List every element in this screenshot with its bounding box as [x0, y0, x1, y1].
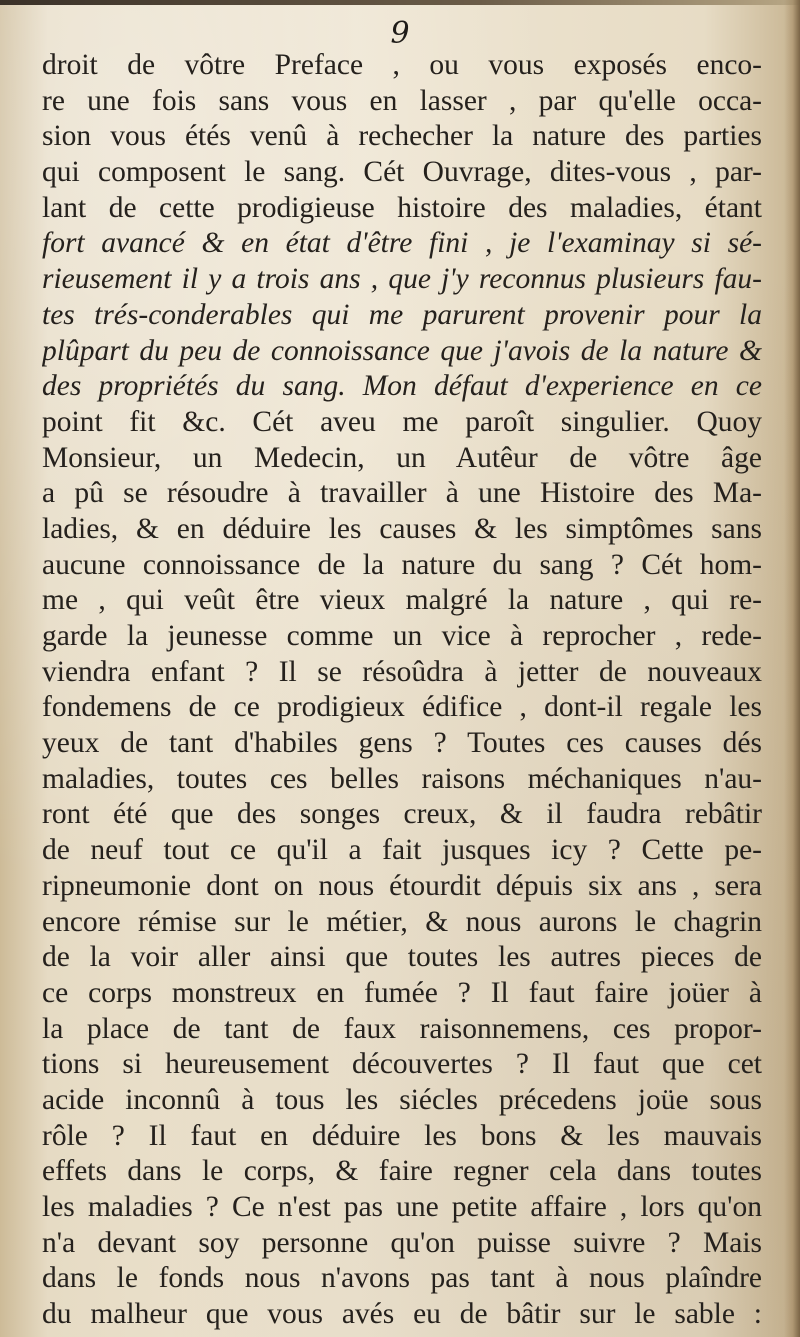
- text-line: encore rémise sur le métier, & nous aurons le chagrin: [42, 905, 762, 938]
- text-line: ront été que des songes creux, & il faudra rebâtir: [42, 798, 762, 831]
- text-line: Monsieur, un Medecin, un Autêur de vôtre âge: [42, 441, 762, 474]
- text-line: sion vous étés venû à rechecher la nature des parties: [42, 120, 762, 153]
- page-gutter-shadow: [784, 0, 800, 1337]
- page-top-edge: [0, 0, 800, 5]
- body-text: [42, 48, 762, 1333]
- text-line: re une fois sans vous en lasser , par qu'elle occa-: [42, 84, 762, 117]
- text-line: de la voir aller ainsi que toutes les autres pieces de: [42, 941, 762, 974]
- text-line: la place de tant de faux raisonnemens, ces propor-: [42, 1012, 762, 1045]
- text-line: n'a devant soy personne qu'on puisse suivre ? Mais: [42, 1226, 762, 1259]
- text-line: fort avancé & en état d'être fini , je l'examinay si sé-: [42, 227, 762, 260]
- text-line: acide inconnû à tous les siécles précedens joüe sous: [42, 1083, 762, 1116]
- text-line: dans le fonds nous n'avons pas tant à nous plaîndre: [42, 1262, 762, 1295]
- text-line: ladies, & en déduire les causes & les simptômes sans: [42, 512, 762, 545]
- text-line: rôle ? Il faut en déduire les bons & les mauvais: [42, 1119, 762, 1152]
- text-line: a pû se résoudre à travailler à une Histoire des Ma-: [42, 477, 762, 510]
- text-line: droit de vôtre Preface , ou vous exposés enco-: [42, 49, 762, 81]
- text-line: viendra enfant ? Il se résoûdra à jetter de nouveaux: [42, 655, 762, 688]
- text-line: me , qui veût être vieux malgré la nature , qui re-: [42, 584, 762, 617]
- text-line: ripneumonie dont on nous étourdit dépuis six ans , sera: [42, 869, 762, 902]
- text-line: lant de cette prodigieuse histoire des maladies, étant: [42, 191, 762, 224]
- text-line: point fit &c. Cét aveu me paroît singulier. Quoy: [42, 405, 762, 438]
- text-line: rieusement il y a trois ans , que j'y reconnus plusieurs fau-: [42, 263, 762, 296]
- text-line: du malheur que vous avés eu de bâtir sur le sable :: [42, 1298, 762, 1331]
- text-line: effets dans le corps, & faire regner cela dans toutes: [42, 1155, 762, 1188]
- page-number: 9: [390, 16, 410, 51]
- text-line: des propriétés du sang. Mon défaut d'experience en ce: [42, 370, 762, 403]
- text-line: fondemens de ce prodigieux édifice , dont-il regale les: [42, 691, 762, 724]
- text-line: les maladies ? Ce n'est pas une petite affaire , lors qu'on: [42, 1191, 762, 1223]
- text-line: maladies, toutes ces belles raisons méchaniques n'au-: [42, 762, 762, 795]
- text-line: plûpart du peu de connoissance que j'avois de la nature &: [42, 334, 762, 367]
- text-line: qui composent le sang. Cét Ouvrage, dites-vous , par-: [42, 156, 762, 189]
- text-line: garde la jeunesse comme un vice à reprocher , rede-: [42, 620, 762, 652]
- text-line: de neuf tout ce qu'il a fait jusques icy ? Cette pe-: [42, 834, 762, 867]
- text-line: tes trés-conderables qui me parurent provenir pour la: [42, 298, 762, 331]
- text-line: aucune connoissance de la nature du sang ? Cét hom-: [42, 548, 762, 581]
- text-line: tions si heureusement découvertes ? Il faut que cet: [42, 1048, 762, 1081]
- text-line: ce corps monstreux en fumée ? Il faut faire joüer à: [42, 976, 762, 1009]
- text-line: yeux de tant d'habiles gens ? Toutes ces causes dés: [42, 727, 762, 760]
